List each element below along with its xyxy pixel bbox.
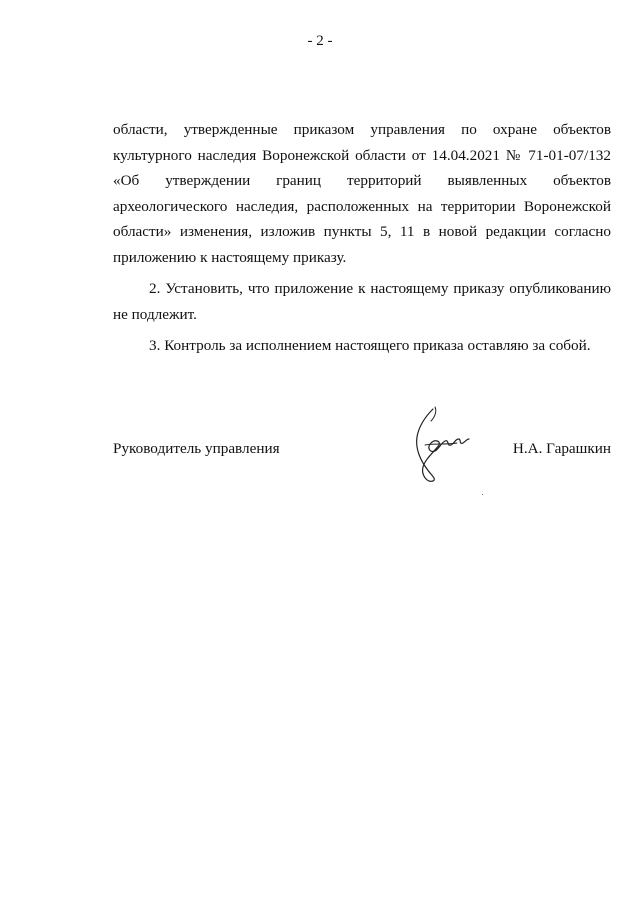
signer-position: Руководитель управления: [113, 440, 280, 457]
page-number: - 2 -: [307, 33, 333, 49]
scan-speck: [482, 494, 483, 495]
paragraph-item-3: 3. Контроль за исполнением настоящего приказа оставляю за собой.: [149, 337, 591, 354]
handwritten-signature-icon: [405, 405, 475, 485]
paragraph-item-2: 2. Установить, что приложение к настоящему приказу опубликованию не подлежит.: [113, 280, 611, 323]
paragraph-continuation: области, утвержденные приказом управления по охране объектов культурного наследия Воронежской области от 14.04.2021 № 71-01-07/132 «Об утверждении границ территорий выявленных объектов археологического наследия, расположенных на территории Воронежской области» изменения, изложив пункты 5, 11 в новой редакции согласно приложению к настоящему приказу.: [113, 121, 611, 266]
document-body: [113, 117, 611, 359]
signer-name: Н.А. Гарашкин: [512, 440, 611, 457]
